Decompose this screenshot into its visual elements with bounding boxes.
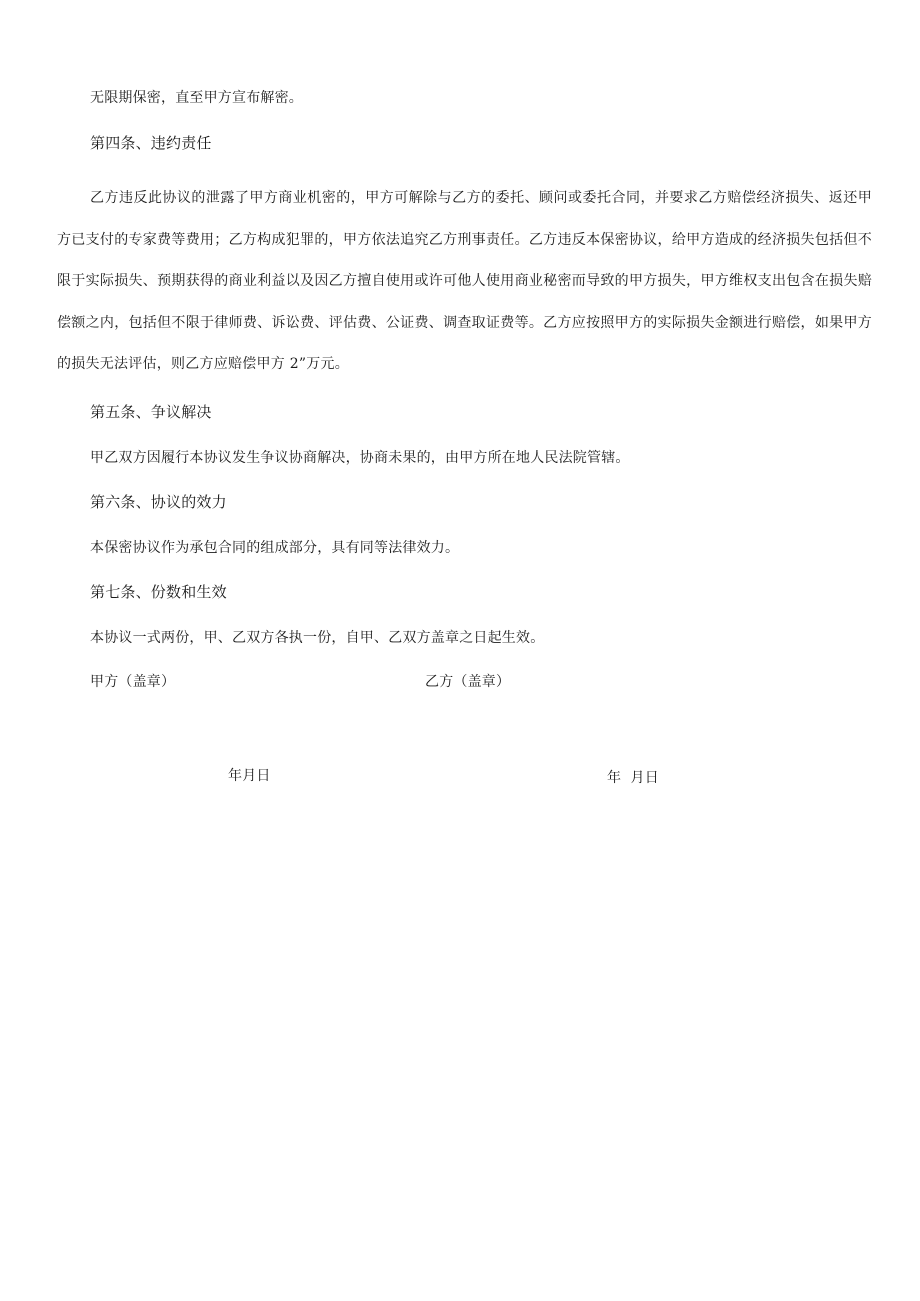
article6-body: 本保密协议作为承包合同的组成部分，具有同等法律效力。 bbox=[90, 540, 460, 556]
continued-line: 无限期保密，直至甲方宣布解密。 bbox=[90, 90, 303, 106]
article6-heading: 第六条、协议的效力 bbox=[90, 493, 227, 511]
article4-heading: 第四条、违约责任 bbox=[90, 134, 212, 152]
party-a-seal-label: 甲方（盖章） bbox=[90, 674, 176, 690]
article7-heading: 第七条、份数和生效 bbox=[90, 583, 227, 601]
party-b-seal-label: 乙方（盖章） bbox=[425, 674, 511, 690]
article4-body: 乙方违反此协议的泄露了甲方商业机密的，甲方可解除与乙方的委托、顾问或委托合同，并要求乙方赔偿经济损失、返还甲方已支付的专家费等费用；乙方构成犯罪的，甲方依法追究乙方刑事责任。乙方违反本保密协议，给甲方造成的经济损失包括但不限于实际损失、预期获得的商业利益以及因乙方擅自使用或许可他人使用商业秘密而导致的甲方损失，甲方维权支出包含在损失赔偿额之内，包括但不限于律师费、诉讼费、评估费、公证费、调查取证费等。乙方应按照甲方的实际损失金额进行赔偿，如果甲方的损失无法评估，则乙方应赔偿甲方 2”万元。 bbox=[57, 190, 872, 372]
party-b-date: 年 月日 bbox=[607, 770, 659, 786]
party-a-date: 年月日 bbox=[228, 768, 271, 784]
article5-heading: 第五条、争议解决 bbox=[90, 403, 212, 421]
article5-body: 甲乙双方因履行本协议发生争议协商解决，协商未果的，由甲方所在地人民法院管辖。 bbox=[90, 450, 630, 466]
article7-body: 本协议一式两份，甲、乙双方各执一份，自甲、乙双方盖章之日起生效。 bbox=[90, 630, 545, 646]
